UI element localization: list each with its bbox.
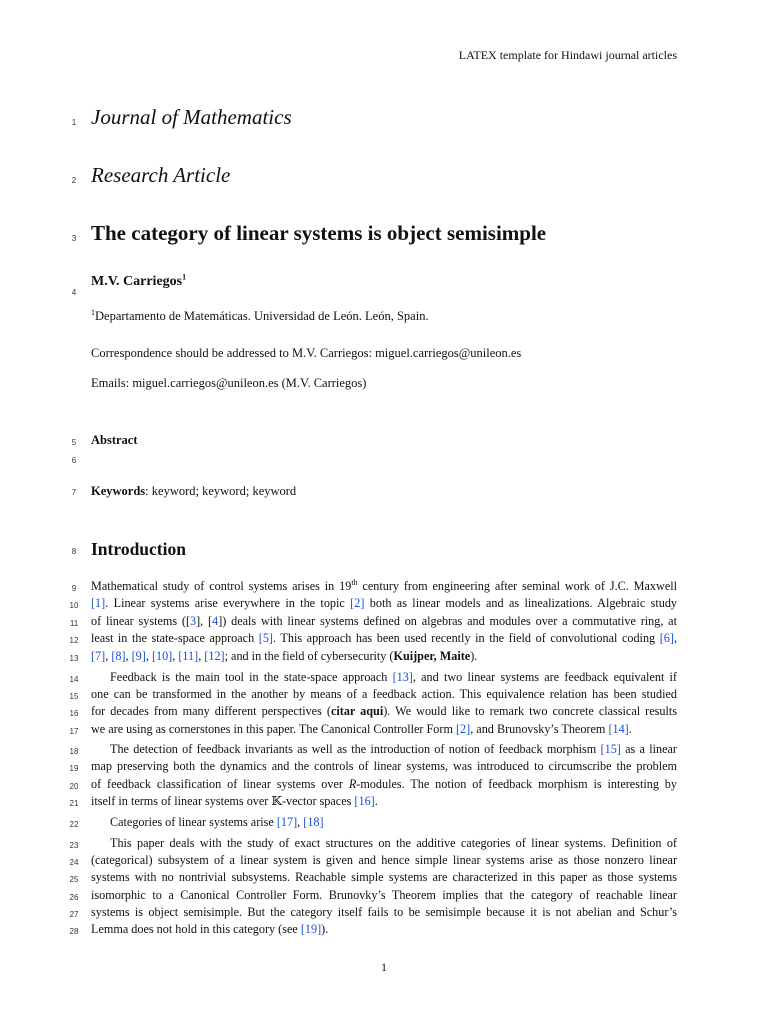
text: Categories of linear systems arise — [110, 815, 277, 829]
text: Lemma does not hold in this category (see — [91, 922, 301, 936]
line-number: 26 — [69, 893, 79, 902]
line-number: 27 — [69, 910, 79, 919]
math-symbol: 𝕂 — [271, 794, 282, 808]
text: ], [ — [196, 614, 213, 628]
citation-link[interactable]: [2] — [455, 722, 471, 736]
body-line-11 — [91, 613, 677, 630]
line-number: 22 — [69, 820, 79, 829]
text: for decades from many different perspectives ( — [91, 704, 331, 718]
text: . — [374, 794, 378, 808]
text: ). — [470, 649, 478, 663]
body-line-14 — [91, 669, 677, 686]
citation-link[interactable]: [16] — [354, 794, 375, 808]
text: ). — [321, 922, 329, 936]
text: -modules. The notion of feedback morphism is interesting by — [356, 777, 677, 791]
text: , — [673, 631, 677, 645]
text: of linear systems ([ — [91, 614, 191, 628]
line-number: 11 — [69, 619, 79, 628]
text: ; and in the field of cybersecurity ( — [224, 649, 394, 663]
author-affiliation-mark: 1 — [182, 272, 187, 282]
line-number: 10 — [69, 601, 79, 610]
text: itself in terms of linear systems over — [91, 794, 272, 808]
text: we are using as cornerstones in this paper. The Canonical Controller Form — [91, 722, 456, 736]
text: , and two linear systems are feedback equivalent if — [412, 670, 677, 684]
affiliation-text: Departamento de Matemáticas. Universidad de León. León, Spain. — [95, 309, 429, 323]
line-number: 12 — [69, 636, 79, 645]
text: , — [105, 649, 112, 663]
paper-title: The category of linear systems is object semisimple — [91, 221, 547, 245]
body-line-22 — [91, 814, 677, 831]
affiliation — [91, 309, 429, 324]
bold-note: Kuijper, Maite — [393, 649, 471, 663]
author-name: M.V. Carriegos — [91, 274, 183, 289]
keywords-text: : keyword; keyword; keyword — [145, 484, 297, 498]
body-line-16 — [91, 703, 677, 720]
citation-link[interactable]: 3 — [190, 614, 197, 628]
citation-link[interactable]: [12] — [204, 649, 225, 663]
citation-link[interactable]: [13] — [392, 670, 413, 684]
affiliation-mark: 1 — [91, 307, 95, 317]
text: . This approach has been used recently in the field of convolutional coding — [273, 631, 660, 645]
line-number: 5 — [71, 438, 77, 447]
body-line-23: This paper deals with the study of exact structures on the additive categories of linear systems. Definition of — [110, 836, 677, 850]
line-number: 13 — [69, 654, 79, 663]
line-number: 6 — [71, 456, 77, 465]
citation-link[interactable]: [10] — [151, 649, 173, 663]
keywords — [91, 484, 296, 499]
citation-link[interactable]: [11] — [178, 649, 199, 663]
body-line-28 — [91, 921, 677, 938]
text: Mathematical study of control systems arises in 19 — [91, 579, 352, 593]
body-line-25: systems with no nontrivial subsystems. Reachable simple systems are characterized in this paper as those systems — [91, 870, 677, 884]
text: both as linear models and as linealizations. Algebraic study — [364, 596, 677, 610]
line-number: 2 — [71, 176, 77, 185]
citation-link[interactable]: [5] — [258, 631, 273, 645]
body-line-15: one can be transformed in the another by means of a feedback action. This equivalence relation has been studied — [91, 687, 677, 701]
line-number: 21 — [69, 799, 79, 808]
running-header — [459, 48, 677, 63]
correspondence: Correspondence should be addressed to M.V. Carriegos: miguel.carriegos@unileon.es — [91, 346, 522, 360]
text: , — [125, 649, 132, 663]
body-line-10 — [91, 595, 677, 612]
math-symbol: R — [348, 777, 357, 791]
line-number: 20 — [69, 782, 79, 791]
citation-link[interactable]: [19] — [300, 922, 322, 936]
bold-note: citar aqui — [330, 704, 384, 718]
text: , — [172, 649, 179, 663]
body-line-9 — [91, 578, 677, 595]
body-line-24: (categorical) subsystem of a linear system is given and hence simple linear systems arise as those nonzero linear — [91, 853, 677, 867]
emails: Emails: miguel.carriegos@unileon.es (M.V. Carriegos) — [91, 376, 367, 390]
body-line-21 — [91, 793, 677, 810]
text: century from engineering after seminal work of J.C. Maxwell — [357, 579, 677, 593]
body-line-17 — [91, 721, 677, 738]
keywords-label: Keywords — [91, 484, 146, 498]
body-line-19: map preserving both the dynamics and the controls of linear systems, was introduced to circumscribe the problem — [91, 759, 677, 773]
author — [91, 274, 186, 290]
line-number: 28 — [69, 927, 79, 936]
text: ). We would like to remark two concrete classical results — [383, 704, 677, 718]
line-number: 25 — [69, 875, 79, 884]
text: of feedback classification of linear systems over — [91, 777, 349, 791]
body-line-18 — [91, 741, 677, 758]
text: least in the state-space approach — [91, 631, 259, 645]
section-heading-introduction: Introduction — [91, 539, 186, 559]
abstract-heading: Abstract — [91, 433, 138, 447]
text: -vector spaces — [282, 794, 355, 808]
line-number: 1 — [71, 118, 77, 127]
body-line-13 — [91, 648, 677, 665]
text: . — [628, 722, 632, 736]
text: as a linear — [620, 742, 677, 756]
citation-link[interactable]: [17] — [276, 815, 298, 829]
journal-name: Journal of Mathematics — [91, 105, 292, 129]
line-number: 15 — [69, 692, 79, 701]
line-number: 7 — [71, 488, 77, 497]
line-number: 16 — [69, 709, 79, 718]
citation-link[interactable]: [9] — [131, 649, 146, 663]
line-number: 14 — [69, 675, 79, 684]
page-number: 1 — [381, 960, 387, 974]
line-number: 4 — [71, 288, 77, 297]
superscript: th — [351, 578, 358, 587]
citation-link[interactable]: [14] — [608, 722, 629, 736]
running-header-text: LATEX template for Hindawi journal articles — [458, 48, 677, 62]
line-number: 17 — [69, 727, 79, 736]
text: , — [297, 815, 304, 829]
citation-link[interactable]: [1] — [91, 596, 106, 610]
text: , and Brunovsky’s Theorem — [470, 722, 609, 736]
line-number: 9 — [71, 584, 77, 593]
citation-link[interactable]: [6] — [659, 631, 674, 645]
line-number: 23 — [69, 841, 79, 850]
text: The detection of feedback invariants as well as the introduction of notion of feedback morphism — [110, 742, 601, 756]
citation-link[interactable]: 4 — [212, 614, 219, 628]
line-number: 18 — [69, 747, 79, 756]
body-line-26: isomorphic to a Canonical Controller Form. Brunovky’s Theorem implies that the category of reachable linear — [91, 888, 677, 902]
body-line-27: systems is object semisimple. But the category itself fails to be semisimple because it is not abelian and Schur’s — [91, 905, 677, 919]
citation-link[interactable]: [7] — [91, 649, 106, 663]
citation-link[interactable]: [15] — [600, 742, 621, 756]
text: ]) deals with linear systems defined on algebras and modules over a commutative ring, at — [218, 614, 677, 628]
line-number: 24 — [69, 858, 79, 867]
text: , — [145, 649, 152, 663]
citation-link[interactable]: [8] — [111, 649, 126, 663]
citation-link[interactable]: [18] — [303, 815, 324, 829]
body-line-20 — [91, 776, 677, 793]
body-line-12 — [91, 630, 677, 647]
text: Feedback is the main tool in the state-space approach — [110, 670, 393, 684]
line-number: 3 — [71, 234, 77, 243]
text: . Linear systems arise everywhere in the topic — [105, 596, 351, 610]
citation-link[interactable]: [2] — [350, 596, 365, 610]
line-number: 19 — [69, 764, 79, 773]
article-type: Research Article — [91, 163, 231, 187]
text: , — [198, 649, 205, 663]
line-number: 8 — [71, 547, 77, 556]
